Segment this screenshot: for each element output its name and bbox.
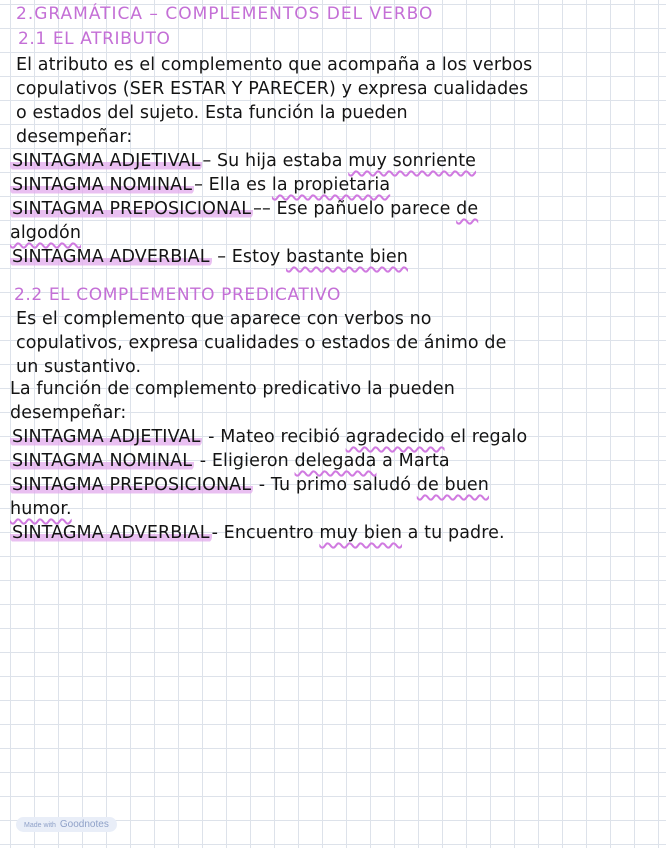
example-phrase: de [456, 199, 479, 219]
syntagm-label: SINTAGMA PREPOSICIONAL [12, 199, 252, 219]
page-title: 2.GRAMÁTICA – COMPLEMENTOS DEL VERBO [16, 4, 434, 24]
syntagm-label: SINTAGMA PREPOSICIONAL [12, 475, 252, 495]
example-phrase: de buen [416, 475, 489, 495]
example-text: – Estoy [211, 247, 287, 267]
example-phrase: bastante bien [286, 247, 408, 267]
example-rest: a Marta [376, 451, 450, 471]
example-text: - Tu primo saludó [253, 475, 417, 495]
example-text: - Encuentro [211, 523, 320, 543]
predicativo-definition-line: un sustantivo. [16, 357, 142, 377]
predicativo-example [10, 521, 505, 545]
example-text: – Su hija estaba [202, 151, 349, 171]
predicativo-definition-line: La función de complemento predicativo la pueden [10, 379, 455, 399]
atributo-definition-line: El atributo es el complemento que acompaña a los verbos [16, 55, 533, 75]
atributo-example [10, 197, 478, 221]
atributo-example-wrap [10, 221, 81, 245]
atributo-definition-line: desempeñar: [16, 127, 133, 147]
example-phrase: delegada [294, 451, 377, 471]
predicativo-definition-line: copulativos, expresa cualidades o estados de ánimo de [16, 333, 507, 353]
syntagm-label: SINTAGMA ADVERBIAL [12, 523, 210, 543]
watermark-caption: Made with [24, 822, 56, 829]
syntagm-label: SINTAGMA ADJETIVAL [12, 151, 201, 171]
example-phrase: muy bien [319, 523, 403, 543]
predicativo-example [10, 449, 450, 473]
example-phrase: agradecido [345, 427, 445, 447]
atributo-definition-line: copulativos (SER ESTAR Y PARECER) y expresa cualidades [16, 79, 529, 99]
predicativo-example [10, 425, 527, 449]
example-rest: a tu padre. [402, 523, 505, 543]
example-phrase: algodón [10, 223, 82, 243]
predicativo-example-wrap [10, 497, 72, 521]
atributo-example [10, 173, 390, 197]
example-text: –– Ese pañuelo parece [253, 199, 457, 219]
syntagm-label: SINTAGMA NOMINAL [12, 451, 193, 471]
example-text: – Ella es [194, 175, 272, 195]
predicativo-example [10, 473, 489, 497]
atributo-example [10, 245, 408, 269]
syntagm-label: SINTAGMA NOMINAL [12, 175, 193, 195]
example-rest: el regalo [444, 427, 528, 447]
predicativo-definition-line: Es el complemento que aparece con verbos no [16, 309, 432, 329]
syntagm-label: SINTAGMA ADVERBIAL [12, 247, 210, 267]
goodnotes-watermark [16, 817, 117, 832]
example-phrase: humor. [10, 499, 72, 519]
syntagm-label: SINTAGMA ADJETIVAL [12, 427, 201, 447]
example-text: - Eligieron [194, 451, 295, 471]
example-phrase: la propietaria [271, 175, 391, 195]
atributo-example [10, 149, 476, 173]
section-title-atributo: 2.1 EL ATRIBUTO [18, 29, 171, 49]
watermark-brand: Goodnotes [59, 819, 109, 830]
section-title-predicativo: 2.2 EL COMPLEMENTO PREDICATIVO [14, 285, 341, 305]
atributo-definition-line: o estados del sujeto. Esta función la pueden [16, 103, 408, 123]
example-phrase: muy sonriente [348, 151, 477, 171]
example-text: - Mateo recibió [202, 427, 346, 447]
predicativo-definition-line: desempeñar: [10, 403, 127, 423]
